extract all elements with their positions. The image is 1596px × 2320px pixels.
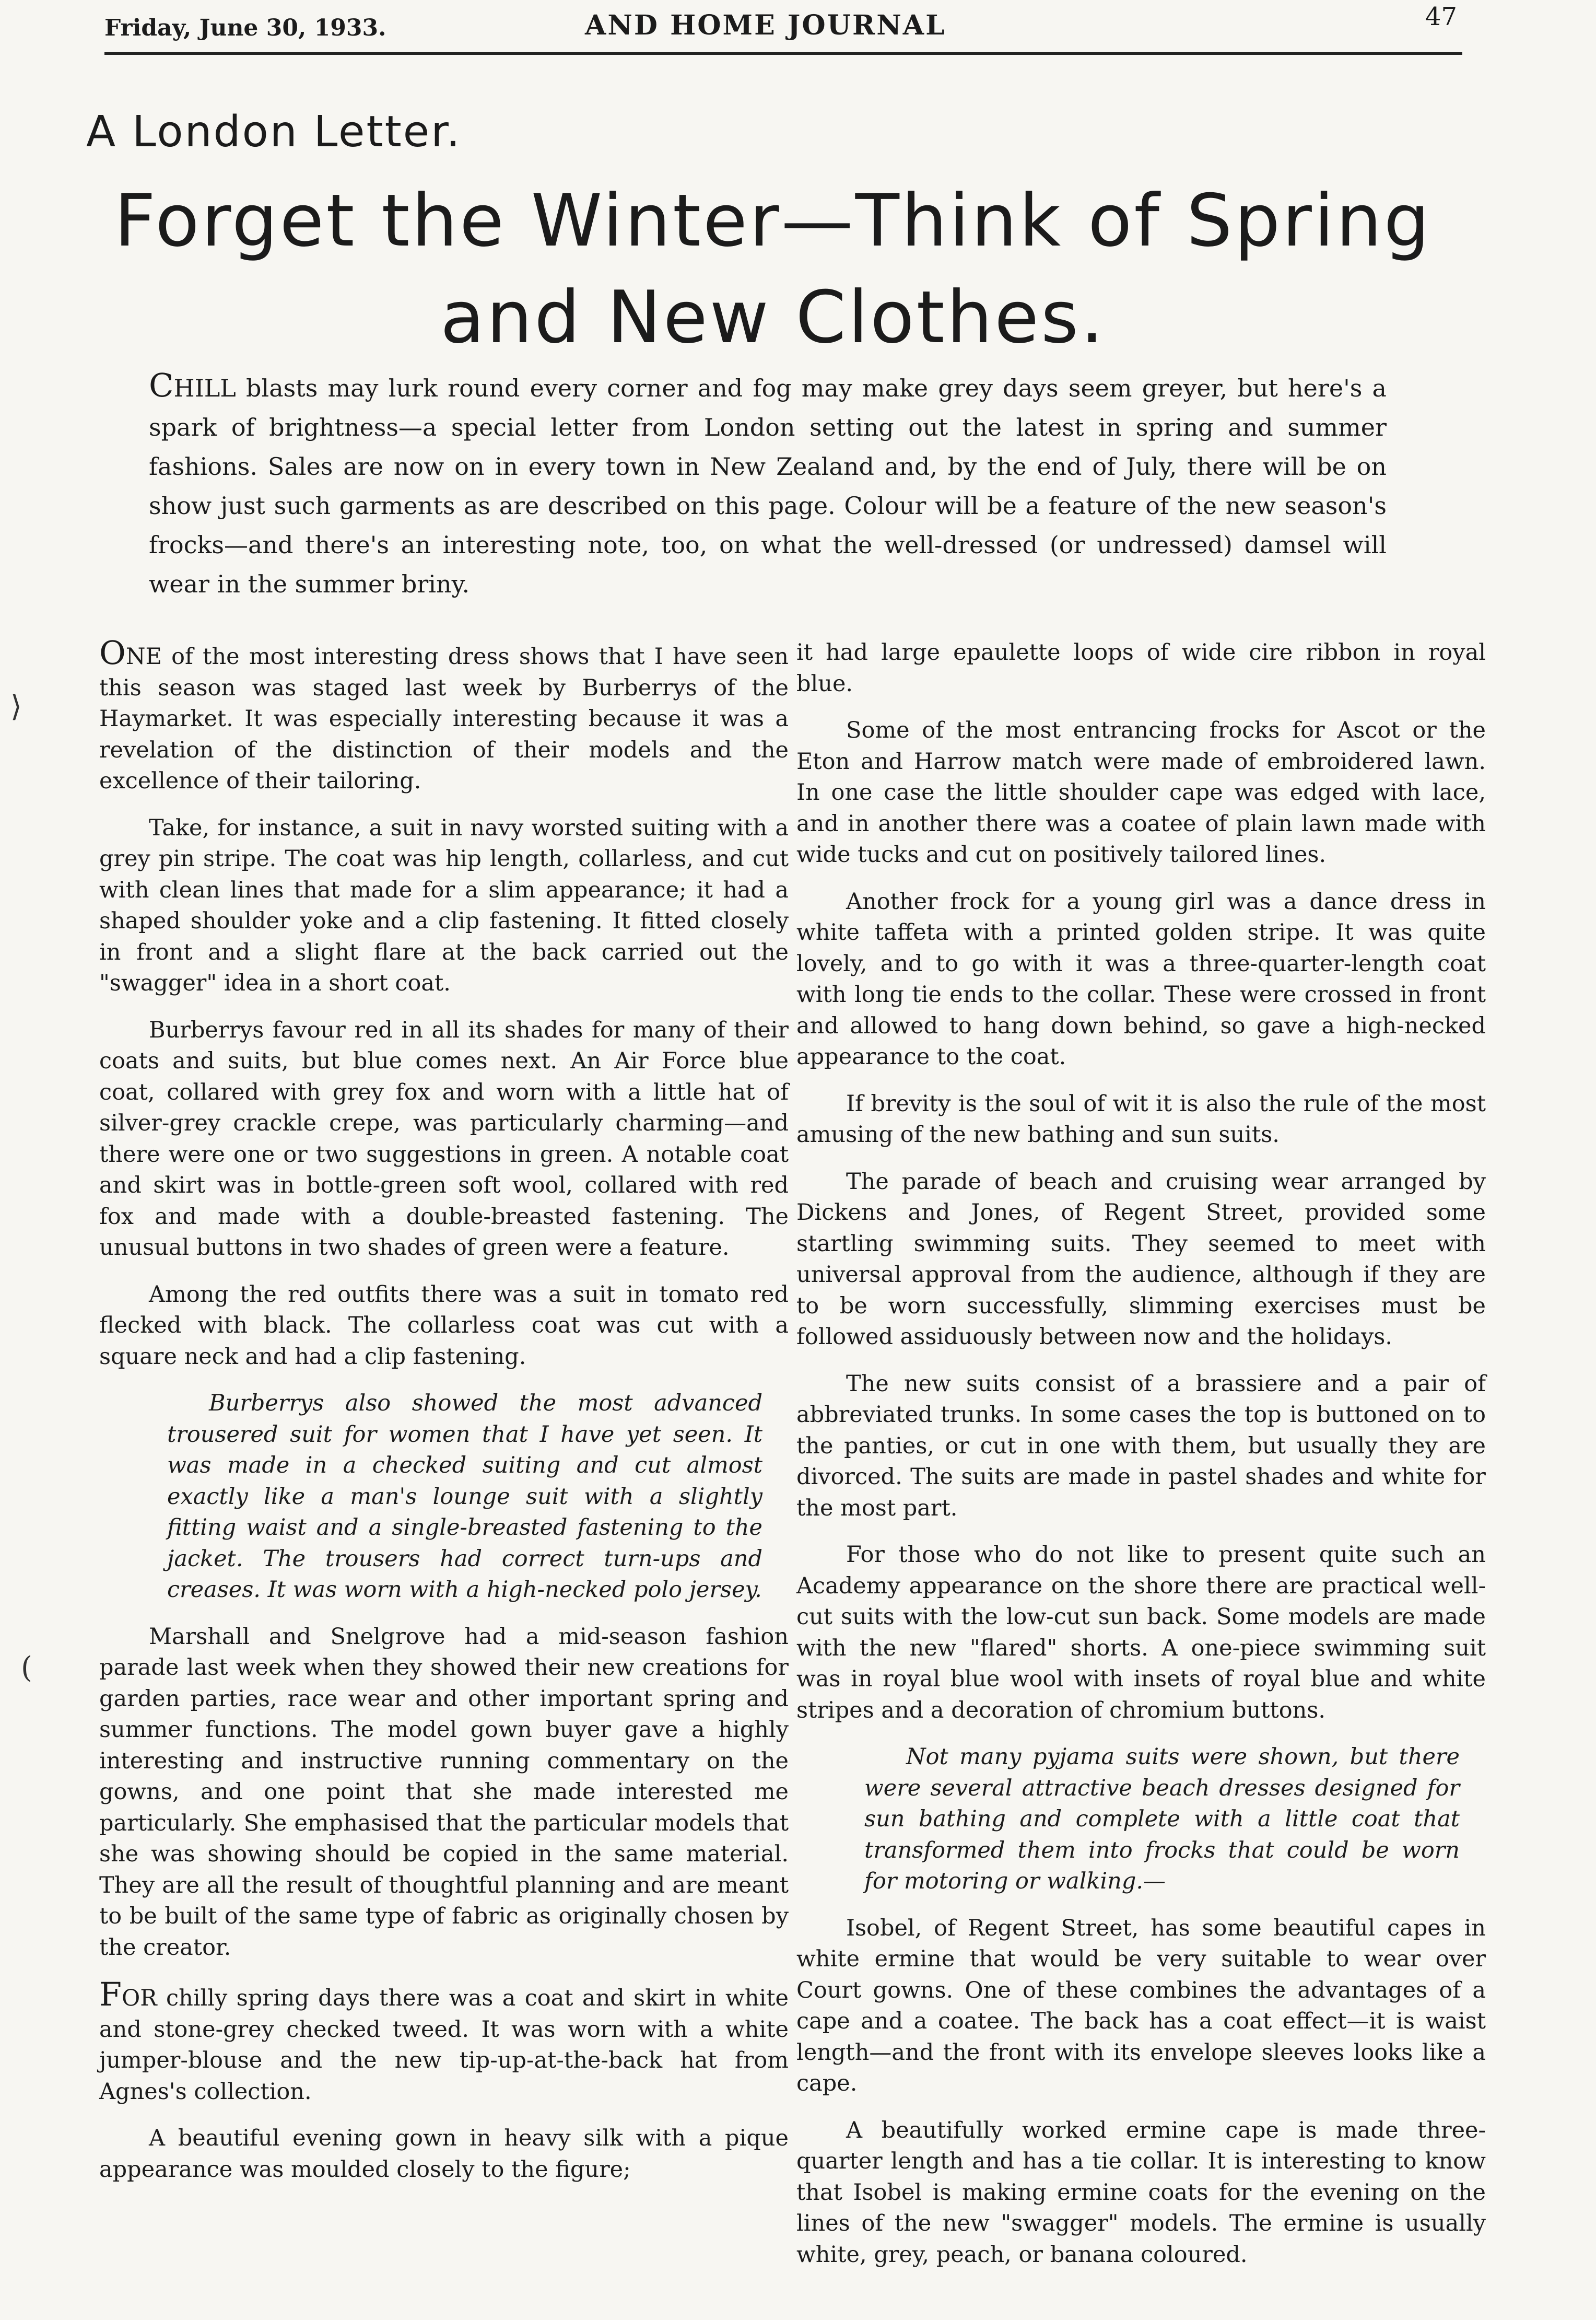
margin-mark: ⟩	[10, 690, 22, 724]
page-header	[104, 2, 1462, 55]
article-kicker: A London Letter.	[86, 107, 462, 157]
paragraph: Marshall and Snelgrove had a mid-season fashion parade last week when they showed their new creations for garden parties, race wear and other important spring and summer functions. The model gown buyer gave a highly interesting and instructive running commentary on the gowns, and one point that she made interested me particularly. She emphasised that the particular models that she was showing should be copied in the same material. They are all the result of thoughtful planning and are meant to be built of the same type of fabric as originally chosen by the creator.	[99, 1623, 789, 1961]
paragraph: Some of the most entrancing frocks for Ascot or the Eton and Harrow match were made of embroidered lawn. In one case the little shoulder cape was edged with lace, and in another there was a coatee of plain lawn made with wide tucks and cut on positively tailored lines.	[796, 717, 1486, 868]
paragraph: If brevity is the soul of wit it is also the rule of the most amusing of the new bathing and sun suits.	[796, 1090, 1486, 1148]
drop-cap: C	[149, 366, 174, 404]
paragraph: For those who do not like to present quite such an Academy appearance on the shore there are practical well-cut suits with the low-cut sun back. Some models are made with the new "flared" shorts. A one-piece swimming suit was in royal blue wool with insets of royal blue and white stripes and a decoration of chromium buttons.	[796, 1542, 1486, 1723]
paragraph: it had large epaulette loops of wide cire ribbon in royal blue.	[796, 639, 1486, 697]
paragraph-text: of the most interesting dress shows that I have seen this season was staged last week by Burberrys of the Haymarket. It was especially interesting because it was a revelation of the distinction of their models and the excellence of their tailoring.	[99, 644, 789, 794]
paragraph	[99, 634, 789, 797]
paragraph: The new suits consist of a brassiere and a pair of abbreviated trunks. In some cases the top is buttoned on to the panties, or cut in one with them, but usually they are divorced. The suits are made in pastel shades and white for the most part.	[796, 1370, 1486, 1521]
paragraph: Isobel, of Regent Street, has some beautiful capes in white ermine that would be very suitable to wear over Court gowns. One of these combines the advantages of a cape and a coatee. The back has a coat effect—it is waist length—and the front with its envelope sleeves looks like a cape.	[796, 1915, 1486, 2096]
article-intro	[149, 366, 1387, 604]
drop-cap: O	[99, 634, 126, 672]
paragraph: A beautiful evening gown in heavy silk with a pique appearance was moulded closely to the figure;	[99, 2125, 789, 2183]
intro-text: blasts may lurk round every corner and fog may make grey days seem greyer, but here's a spark of brightness—a special letter from London setting out the latest in spring and summer fashions. Sales are now on in every town in New Zealand and, by the end of July, there will be on show just such garments as are described on this page. Colour will be a feature of the new season's frocks—and there's an interesting note, too, on what the well-dressed (or undressed) damsel will wear in the summer briny.	[149, 374, 1387, 598]
issue-date: Friday, June 30, 1933.	[104, 15, 386, 41]
intro-first-word: HILL	[173, 374, 236, 402]
drop-cap: F	[99, 1975, 122, 2013]
headline-line-2: and New Clothes.	[440, 275, 1106, 359]
journal-name: AND HOME JOURNAL	[585, 9, 946, 41]
paragraph: The parade of beach and cruising wear arranged by Dickens and Jones, of Regent Street, provided some startling swimming suits. They seemed to meet with universal approval from the audience, although if they are to be worn successfully, slimming exercises must be followed assiduously between now and the holidays.	[796, 1168, 1486, 1350]
paragraph-text: chilly spring days there was a coat and skirt in white and stone-grey checked tweed. It was worn with a white jumper-blouse and the new tip-up-at-the-back hat from Agnes's collection.	[99, 1985, 789, 2105]
paragraph: Take, for instance, a suit in navy worsted suiting with a grey pin stripe. The coat was hip length, collarless, and cut with clean lines that made for a slim appearance; it had a shaped shoulder yoke and a clip fastening. It fitted closely in front and a slight flare at the back carried out the "swagger" idea in a short coat.	[99, 814, 789, 996]
first-word: NE	[125, 644, 162, 670]
paragraph: Another frock for a young girl was a dance dress in white taffeta with a printed golden stripe. It was quite lovely, and to go with it was a three-quarter-length coat with long tie ends to the collar. These were crossed in front and allowed to hang down behind, so gave a high-necked appearance to the coat.	[796, 888, 1486, 1070]
paragraph: Burberrys favour red in all its shades for many of their coats and suits, but blue comes next. An Air Force blue coat, collared with grey fox and worn with a little hat of silver-grey crackle crepe, was particularly charming—and there were one or two suggestions in green. A notable coat and skirt was in bottle-green soft wool, collared with red fox and made with a double-breasted fastening. The unusual buttons in two shades of green were a feature.	[99, 1017, 789, 1261]
italic-paragraph: Burberrys also showed the most advanced trousered suit for women that I have yet seen. It was made in a checked suiting and cut almost exactly like a man's lounge suit with a slightly fitting waist and a single-breasted fastening to the jacket. The trousers had correct turn-ups and creases. It was worn with a high-necked polo jersey.	[167, 1390, 762, 1603]
first-word: OR	[122, 1985, 157, 2011]
left-column	[99, 634, 789, 2201]
paragraph	[99, 1975, 789, 2107]
paragraph: Among the red outfits there was a suit in tomato red flecked with black. The collarless coat was cut with a square neck and had a clip fastening.	[99, 1281, 789, 1370]
headline-line-1: Forget the Winter—Think of Spring	[114, 179, 1432, 263]
margin-mark: (	[21, 1651, 32, 1685]
italic-paragraph: Not many pyjama suits were shown, but there were several attractive beach dresses designed for sun bathing and complete with a little coat that transformed them into frocks that could be worn for motoring or walking.—	[864, 1744, 1460, 1894]
paragraph: A beautifully worked ermine cape is made three-quarter length and has a tie collar. It is interesting to know that Isobel is making ermine coats for the evening on the lines of the new "swagger" models. The ermine is usually white, grey, peach, or banana coloured.	[796, 2117, 1486, 2268]
article-headline	[68, 172, 1478, 366]
right-column	[796, 637, 1486, 2286]
page-number: 47	[1425, 2, 1457, 31]
